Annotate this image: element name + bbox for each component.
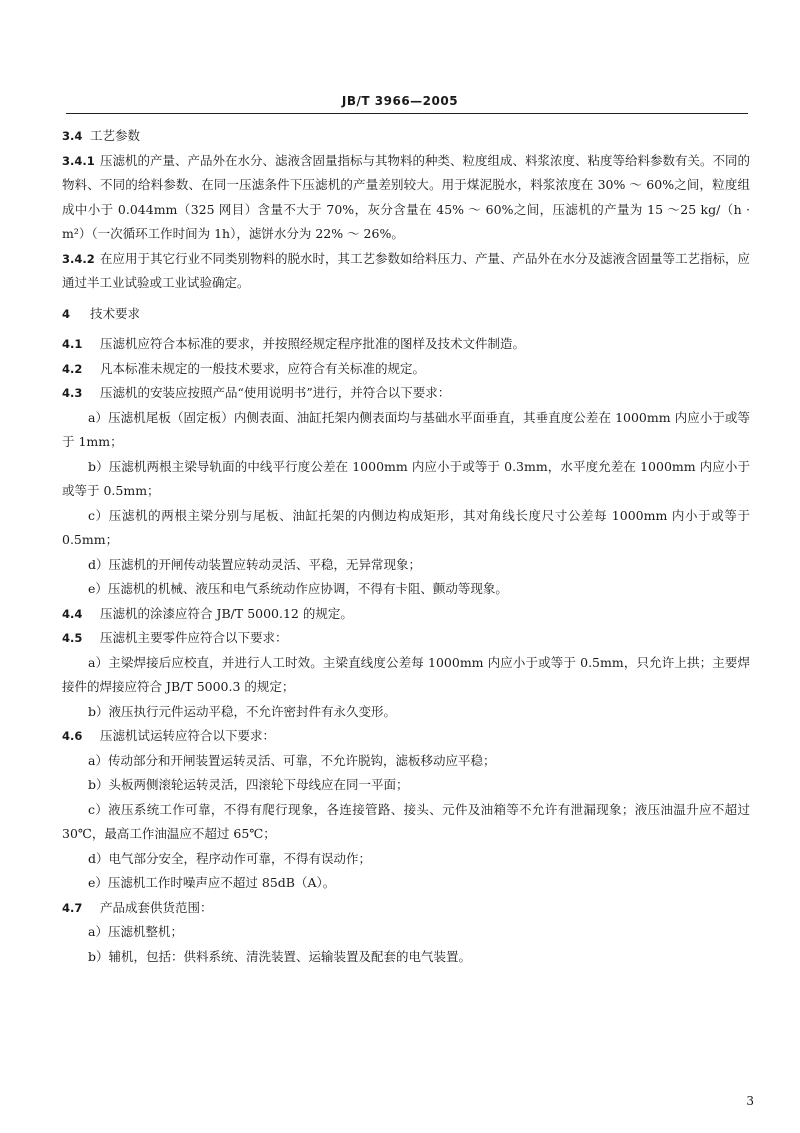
section-number: 3.4: [62, 129, 83, 143]
clause-number: 4.7: [62, 900, 83, 915]
list-item: a）压滤机整机；: [88, 924, 183, 939]
document-header: [0, 94, 800, 108]
list-item: a）压滤机尾板（固定板）内侧表面、油缸托架内侧表面均与基础水平面垂直，其垂直度公差在 1000mm 内应小于或等于 1mm；: [62, 409, 750, 449]
list-item: c）压滤机的两根主梁分别与尾板、油缸托架的内侧边构成矩形，其对角线长度尺寸公差每 1000mm 内小于或等于 0.5mm；: [62, 507, 750, 547]
page-number: 3: [746, 1094, 754, 1108]
clause-number: 3.4.1: [62, 153, 95, 168]
clause-text: 产品成套供货范围：: [100, 899, 213, 915]
clause-4-1: [62, 332, 750, 357]
clause-4-5: [62, 626, 750, 651]
clause-number: 4.4: [62, 606, 83, 621]
standard-code: JB/T 3966—2005: [341, 94, 459, 108]
list-item: b）压滤机两根主梁导轨面的中线平行度公差在 1000mm 内应小于或等于 0.3mm，水平度允差在 1000mm 内应小于或等于 0.5mm；: [62, 458, 750, 498]
list-item: a）传动部分和开闸装置运转灵活、可靠，不允许脱钩，滤板移动应平稳；: [88, 752, 496, 768]
clause-3-4-1: [62, 149, 750, 247]
list-item: b）液压执行元件运动平稳，不允许密封件有永久变形。: [88, 703, 397, 719]
clause-number: 4.2: [62, 361, 83, 376]
list-item: b）辅机，包括：供料系统、清洗装置、运输装置及配套的电气装置。: [88, 948, 472, 964]
clause-number: 4.1: [62, 337, 83, 351]
clause-4-7: [62, 896, 750, 921]
clause-text: 压滤机的涂漆应符合 JB/T 5000.12 的规定。: [100, 605, 353, 621]
clause-text: 在应用于其它行业不同类别物料的脱水时，其工艺参数如给料压力、产量、产品外在水分及滤液含固量等工艺指标，应通过半工业试验或工业试验确定。: [62, 250, 751, 290]
list-item: d）电气部分安全，程序动作可靠，不得有误动作；: [88, 850, 372, 866]
clause-number: 3.4.2: [62, 251, 95, 266]
clause-4-4: [62, 602, 750, 627]
clause-3-4-2: [62, 247, 750, 296]
header-divider: [66, 113, 748, 114]
clause-text: 压滤机应符合本标准的要求，并按照经规定程序批准的图样及技术文件制造。: [100, 336, 526, 351]
clause-4-3: [62, 381, 750, 406]
list-item: b）头板两侧滚轮运转灵活，四滚轮下母线应在同一平面；: [88, 777, 409, 792]
section-number: 4: [62, 306, 71, 321]
clause-text: 压滤机试运转应符合以下要求：: [100, 728, 276, 743]
section-3-4-heading: [62, 124, 750, 149]
clause-text: 压滤机的产量、产品外在水分、滤液含固量指标与其物料的种类、粒度组成、料浆浓度、粘度等给料参数有关。不同的物料、不同的给料参数、在同一压滤条件下压滤机的产量差别较大。用于煤泥脱水，料浆浓度在 30% ～ 60%之间，粒度组成中小于 0.044mm（325 网目）含量不大于 70%，灰分含量在 45% ～ 60%之间，压滤机的产量为 15 ～25 kg/（h · m²）（一次循环工作时间为 1h），滤饼水分为 22% ～ 26%。: [62, 152, 751, 241]
section-title: 工艺参数: [90, 128, 141, 143]
clause-number: 4.6: [62, 729, 83, 743]
document-body: [62, 124, 750, 969]
section-title: 技术要求: [90, 305, 141, 321]
list-item: e）压滤机工作时噪声应不超过 85dB（A）。: [88, 875, 336, 890]
section-4-heading: [62, 302, 750, 327]
clause-number: 4.5: [62, 631, 83, 645]
clause-text: 压滤机主要零件应符合以下要求：: [100, 630, 288, 645]
clause-number: 4.3: [62, 386, 83, 400]
clause-text: 压滤机的安装应按照产品“使用说明书”进行，并符合以下要求：: [100, 385, 451, 400]
clause-4-2: [62, 357, 750, 382]
clause-4-6: [62, 724, 750, 749]
list-item: e）压滤机的机械、液压和电气系统动作应协调，不得有卡阻、颤动等现象。: [88, 581, 508, 596]
clause-text: 凡本标准未规定的一般技术要求，应符合有关标准的规定。: [100, 360, 426, 376]
list-item: d）压滤机的开闸传动装置应转动灵活、平稳，无异常现象；: [88, 556, 422, 572]
list-item: a）主梁焊接后应校直，并进行人工时效。主梁直线度公差每 1000mm 内应小于或等于 0.5mm，只允许上拱；主要焊接件的焊接应符合 JB/T 5000.3 的规定；: [62, 654, 750, 694]
list-item: c）液压系统工作可靠，不得有爬行现象，各连接管路、接头、元件及油箱等不允许有泄漏现象；液压油温升应不超过 30℃，最高工作油温应不超过 65℃；: [62, 801, 750, 841]
